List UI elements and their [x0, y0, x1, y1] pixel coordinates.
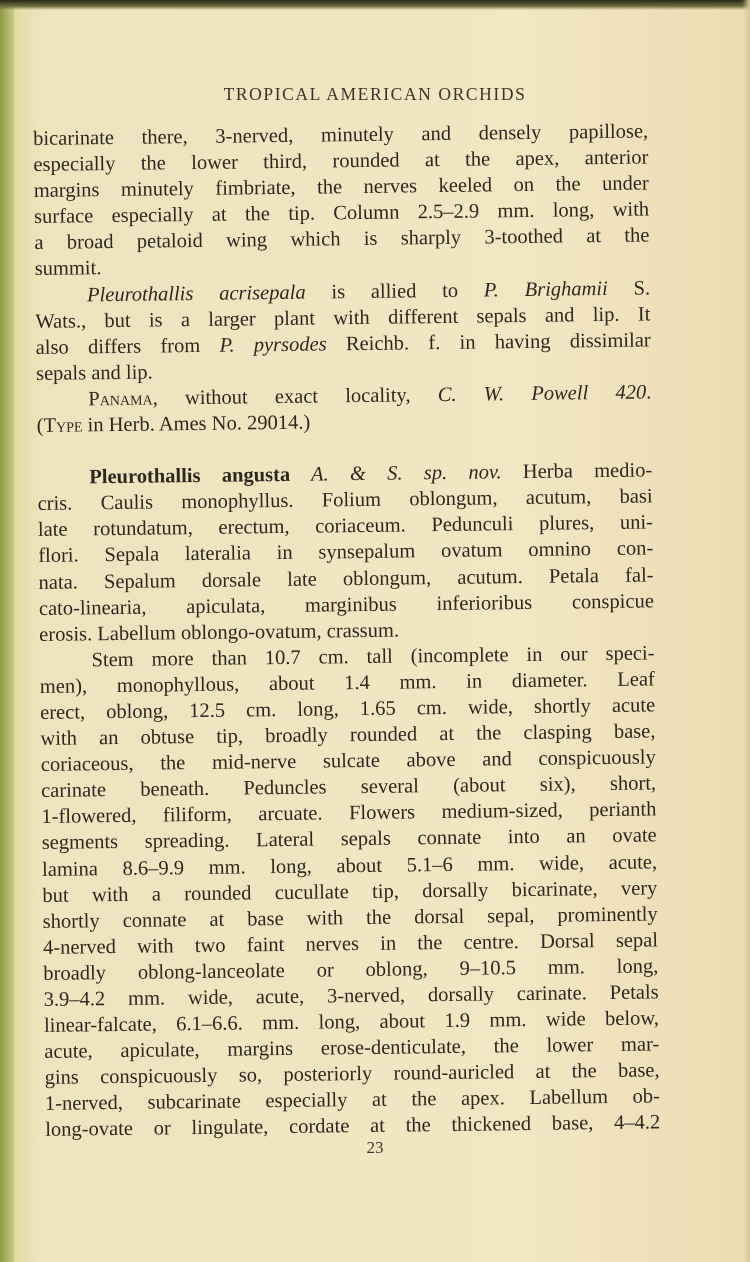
- text-line: 1-flowered, filiform, arcuate. Flowers medium-sized, perianth: [41, 798, 657, 829]
- text-span: S.: [607, 277, 651, 300]
- text-line: but with a rounded cucullate tip, dorsally bicarinate, very: [42, 877, 658, 907]
- page-top-edge: [0, 0, 750, 10]
- text-line: flori. Sepala lateralia in synsepalum ovatum omnino con-: [38, 537, 654, 568]
- text-span: .: [646, 381, 652, 404]
- page-number: 23: [366, 1138, 384, 1157]
- text-line: cato-linearia, apiculata, marginibus inferioribus conspicue: [38, 590, 654, 620]
- text-line: especially the lower third, rounded at the apex, anterior: [33, 146, 649, 177]
- text-line: carinate beneath. Peduncles several (about six), short,: [40, 772, 657, 803]
- text-line: shortly connate at base with the dorsal sepal, prominently: [42, 903, 658, 933]
- text-line: Wats., but is a larger plant with different sepals and lip. It: [35, 303, 651, 333]
- text-line: late rotundatum, erectum, coriaceum. Pedunculi plures, uni-: [37, 511, 654, 542]
- text-line: segments spreading. Lateral sepals connate into an ovate: [41, 824, 657, 855]
- authority: A. & S. sp. nov.: [290, 461, 502, 487]
- species-name: P. pyrsodes: [219, 333, 327, 357]
- text-span: Reichb. f. in having dissimilar: [326, 329, 651, 356]
- text-line: sepals and lip.: [35, 361, 153, 385]
- text-line: erect, oblong, 12.5 cm. long, 1.65 cm. wide, shortly acute: [40, 694, 656, 724]
- text-span: Herba medio-: [501, 459, 653, 484]
- text-line: Stem more than 10.7 cm. tall (incomplete in our speci-: [91, 642, 655, 672]
- text-line: 3.9–4.2 mm. wide, acute, 3-nerved, dorsally carinate. Petals: [43, 981, 659, 1011]
- text-line: linear-falcate, 6.1–6.6. mm. long, about 1.9 mm. wide below,: [43, 1007, 660, 1038]
- text-line: bicarinate there, 3-nerved, minutely and densely papillose,: [33, 120, 649, 150]
- running-head: TROPICAL AMERICAN ORCHIDS: [223, 84, 527, 104]
- species-name: P. Brighamii: [483, 277, 608, 302]
- page-right-edge: [742, 0, 750, 1262]
- text-line: a broad petaloid wing which is sharply 3-toothed at the: [34, 224, 650, 255]
- text-line: nata. Sepalum dorsale late oblongum, acutum. Petala fal-: [38, 563, 654, 594]
- text-line: 1-nerved, subcarinate especially at the apex. Labellum ob-: [44, 1085, 661, 1116]
- text-line: broadly oblong-lanceolate or oblong, 9–10.5 mm. long,: [43, 955, 659, 985]
- text-line: lamina 8.6–9.9 mm. long, about 5.1–6 mm. wide, acute,: [41, 850, 658, 881]
- text-line: acute, apiculate, margins erose-denticulate, the lower mar-: [44, 1033, 660, 1064]
- text-line: gins conspicuously so, posteriorly round-auricled at the base,: [44, 1059, 660, 1090]
- text-line: summit.: [34, 257, 102, 281]
- text-span: is allied to: [305, 279, 484, 304]
- text-span: in Herb. Ames No. 29014.): [82, 411, 311, 437]
- text-line: surface especially at the tip. Column 2.5–2.9 mm. long, with: [33, 198, 650, 229]
- text-line: men), monophyllous, about 1.4 mm. in diameter. Leaf: [39, 668, 655, 698]
- text-line: long-ovate or lingulate, cordate at the thickened base, 4–4.2: [45, 1111, 661, 1142]
- type-label: Type: [43, 414, 83, 437]
- text-line: coriaceous, the mid-nerve sulcate above and conspicuously: [40, 746, 656, 777]
- text-line: margins minutely fimbriate, the nerves keeled on the under: [33, 172, 649, 203]
- text-span: also differs from: [35, 334, 220, 359]
- text-line: erosis. Labellum oblongo-ovatum, crassum.: [39, 619, 400, 646]
- collector: C. W. Powell 420: [437, 381, 647, 407]
- text-line: with an obtuse tip, broadly rounded at the clasping base,: [40, 720, 656, 751]
- locality: Panama: [88, 387, 153, 411]
- binding-gutter: [0, 0, 14, 1262]
- text-span: (: [36, 414, 44, 438]
- text-line: cris. Caulis monophyllus. Folium oblongum, acutum, basi: [37, 485, 653, 516]
- species-name: Pleurothallis acrisepala: [86, 281, 306, 306]
- species-heading: Pleurothallis angusta: [89, 464, 291, 489]
- text-span: , without exact locality,: [152, 384, 438, 410]
- text-line: 4-nerved with two faint nerves in the centre. Dorsal sepal: [42, 929, 659, 959]
- body-text: [33, 118, 660, 1143]
